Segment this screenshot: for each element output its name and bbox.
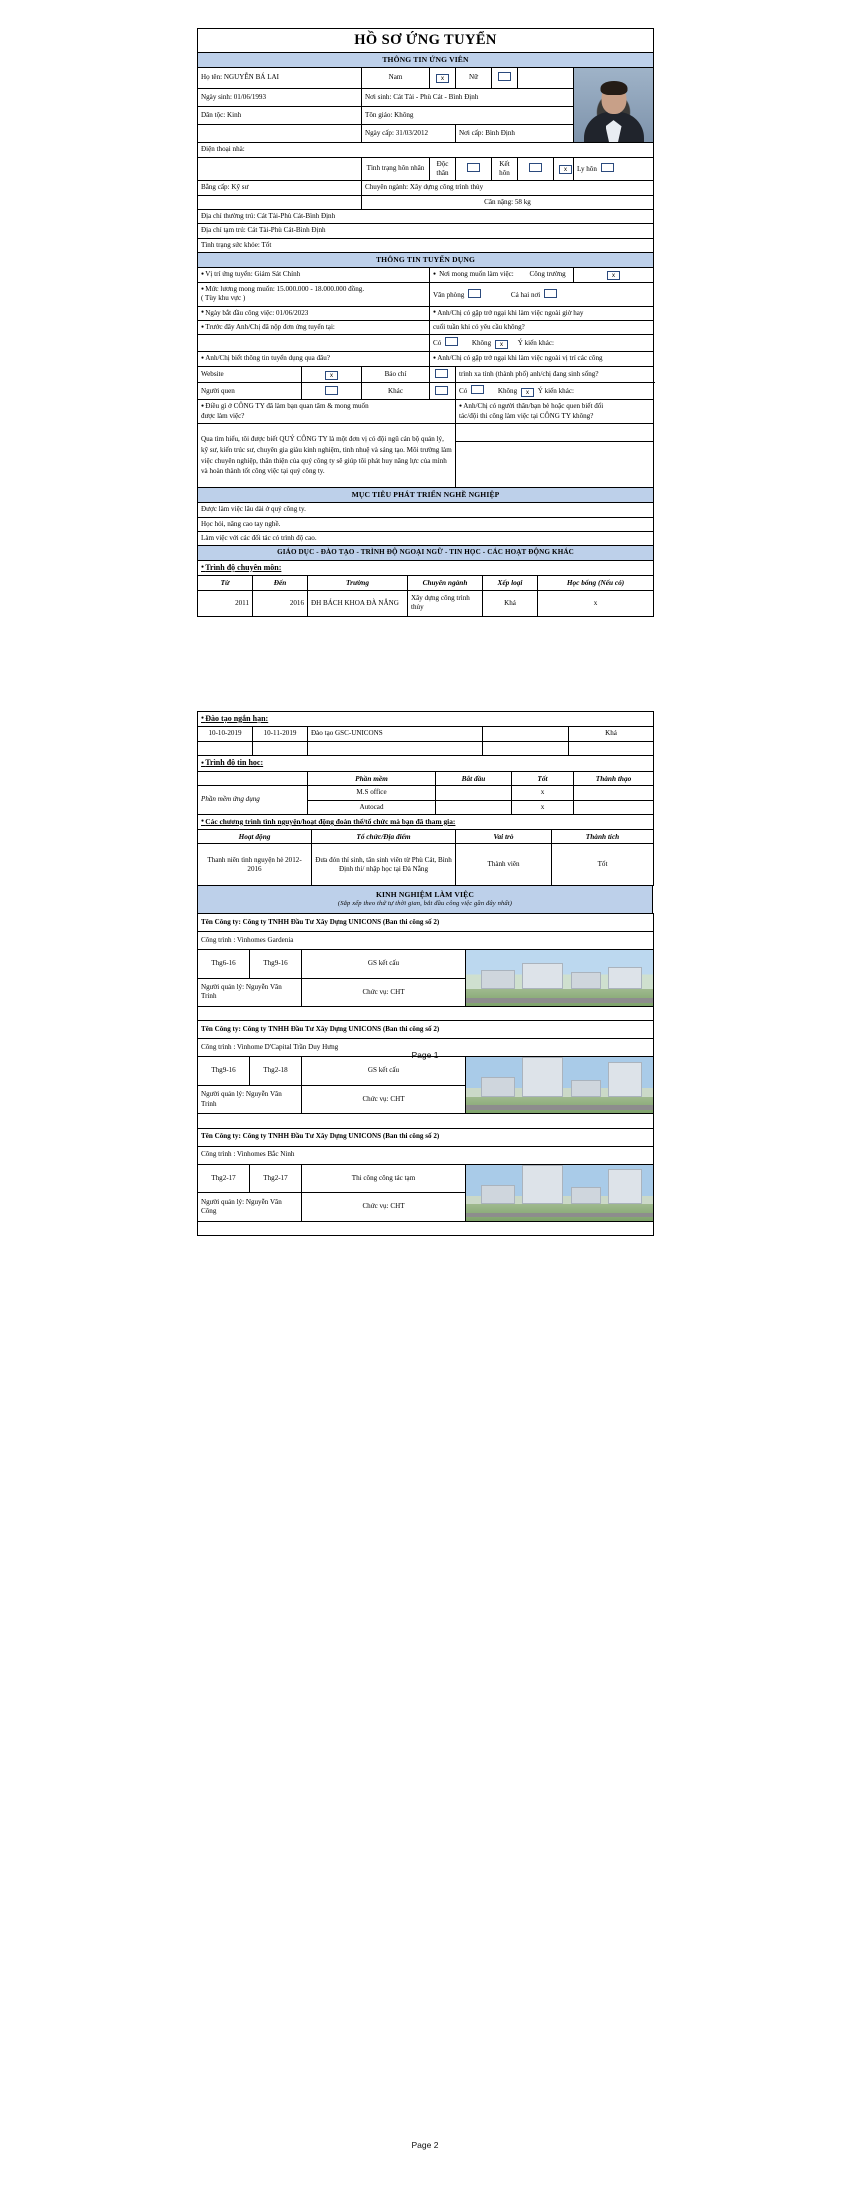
- education-col-school: Trường: [308, 576, 408, 591]
- label-office: Văn phòng: [433, 290, 465, 299]
- page-1-label: Page 1: [411, 1050, 439, 1060]
- checkbox-female[interactable]: [498, 72, 511, 81]
- checkbox-website-cell[interactable]: [302, 366, 362, 382]
- acquaint-answer-blank-1: [456, 424, 654, 442]
- short-training-name: [308, 741, 483, 755]
- field-dob: Ngày sinh: 01/06/1993: [198, 88, 362, 106]
- exp-project: Công trình : Vinhomes Gardenia: [198, 931, 654, 949]
- exp-project-row: [198, 1039, 654, 1057]
- label-overtime-no: Không: [471, 339, 492, 348]
- exp-position: Chức vụ: CHT: [302, 1193, 466, 1221]
- candidate-photo-cell: [574, 68, 654, 143]
- volunteer-cell-role: Thành viên: [456, 844, 552, 886]
- education-col-grade: Xếp loại: [483, 576, 538, 591]
- site-photo-gardenia: [466, 950, 653, 1006]
- it-cell-good: x: [512, 800, 574, 814]
- career-goal-item: Được làm việc lâu dài ở quý công ty.: [198, 503, 654, 517]
- short-training-to: 10-11-2019: [253, 727, 308, 741]
- row-weight: [198, 195, 654, 209]
- volunteer-col-role: Vai trò: [456, 829, 552, 844]
- band-career-goal: MỤC TIÊU PHÁT TRIỂN NGHỀ NGHIỆP: [198, 488, 654, 503]
- checkbox-female-cell[interactable]: [492, 68, 518, 89]
- exp-tail: [198, 1221, 654, 1235]
- exp-company: Tên Công ty: Công ty TNHH Đầu Tư Xây Dựng UNICONS (Ban thi công số 2): [198, 913, 654, 931]
- photo-building: [481, 1077, 515, 1096]
- field-birthplace: Nơi sinh: Cát Tài - Phù Cát - Bình Định: [362, 88, 574, 106]
- exp-project-row: [198, 1146, 654, 1164]
- row-source-2: [198, 383, 654, 400]
- row-goal-3: [198, 531, 654, 545]
- candidate-photo: [574, 68, 653, 142]
- label-both: Cả hai nơi: [510, 290, 541, 299]
- row-goal-2: [198, 517, 654, 531]
- checkbox-overtime-yes[interactable]: [445, 337, 458, 346]
- exp-to: Thg2-17: [250, 1164, 302, 1193]
- field-issue-date: Ngày cấp: 31/03/2012: [362, 125, 456, 143]
- field-applied-before: ● Trước đây Anh/Chị đã nộp đơn ứng tuyển tại:: [198, 321, 430, 335]
- checkbox-male[interactable]: x: [436, 74, 449, 83]
- it-col-good: Tốt: [512, 771, 574, 786]
- checkbox-press-cell[interactable]: [430, 366, 456, 382]
- exp-period-row: [198, 1164, 654, 1193]
- short-training-grade: Khá: [569, 727, 654, 741]
- band-recruitment-row: [198, 253, 654, 268]
- field-height-blank: [198, 195, 362, 209]
- checkbox-divorced-extra[interactable]: [601, 163, 614, 172]
- volunteer-header-row: [198, 829, 654, 844]
- checkbox-press[interactable]: [435, 369, 448, 378]
- title-row: [198, 29, 654, 53]
- it-col-blank: [198, 771, 308, 786]
- field-acquaint-question2: tác/đội thi công làm việc tại CÔNG TY không?: [459, 411, 594, 420]
- field-id-blank: [198, 125, 362, 143]
- volunteer-cell-activity: Thanh niên tình nguyện hè 2012-2016: [198, 844, 312, 886]
- education-cell-to: 2016: [253, 590, 308, 616]
- band-career-row: [198, 488, 654, 503]
- education-col-major: Chuyên ngành: [408, 576, 483, 591]
- exp-position: Chức vụ: CHT: [302, 1085, 466, 1113]
- field-applied-before-answer: [198, 335, 430, 352]
- row-marital: [198, 157, 654, 181]
- short-training-label: ● Đào tạo ngắn hạn:: [198, 711, 654, 727]
- short-training-to: [253, 741, 308, 755]
- spacer-name: [518, 68, 574, 89]
- exp-to: Thg9-16: [250, 949, 302, 978]
- page-title: HỒ SƠ ỨNG TUYỂN: [198, 29, 654, 53]
- checkbox-office[interactable]: [468, 289, 481, 298]
- checkbox-male-cell[interactable]: [430, 68, 456, 89]
- checkbox-other-source[interactable]: [435, 386, 448, 395]
- photo-building: [608, 1062, 642, 1097]
- exp-role-desc: GS kết cấu: [302, 1057, 466, 1086]
- volunteer-table: [197, 814, 654, 886]
- it-cell-start: [436, 800, 512, 814]
- photo-road: [466, 1105, 653, 1109]
- table-row: [198, 727, 654, 741]
- volunteer-col-activity: Hoạt động: [198, 829, 312, 844]
- exp-to: Thg2-18: [250, 1057, 302, 1086]
- field-weight: Cân nặng: 58 kg: [362, 195, 654, 209]
- label-marital: Tình trạng hôn nhân: [362, 157, 430, 181]
- experience-band-table: [197, 885, 653, 914]
- photo-building: [571, 972, 601, 989]
- field-temporary-address: Địa chỉ tạm trú: Cát Tài-Phù Cát-Bình Định: [198, 224, 654, 238]
- education-section-label: ● Trình độ chuyên môn:: [198, 560, 654, 576]
- education-col-scholarship: Học bổng (Nếu có): [538, 576, 654, 591]
- page-2: [197, 711, 653, 1236]
- label-overtime-other: Ý kiến khác:: [517, 339, 554, 348]
- band-recruitment-info: THÔNG TIN TUYỂN DỤNG: [198, 253, 654, 268]
- it-skills-head-row: [198, 756, 654, 772]
- it-group-label: Phần mềm ứng dụng: [198, 786, 308, 815]
- checkbox-site-cell[interactable]: [574, 268, 654, 283]
- experience-entry-3: [197, 1128, 654, 1236]
- field-home-phone: Điện thoại nhà:: [198, 143, 654, 157]
- checkbox-both[interactable]: [544, 289, 557, 298]
- field-issue-place: Nơi cấp: Bình Định: [456, 125, 574, 143]
- travel-answer-cell: [456, 383, 654, 400]
- row-health: [198, 238, 654, 252]
- row-degree: [198, 181, 654, 195]
- exp-company-row: [198, 913, 654, 931]
- exp-from: Thg6-16: [198, 949, 250, 978]
- row-temp-address: [198, 224, 654, 238]
- field-source-question: ● Anh/Chị biết thông tin tuyển dụng qua đâu?: [198, 352, 430, 366]
- it-cell-start: [436, 786, 512, 800]
- exp-spacer-row: [198, 1006, 654, 1020]
- exp-photo-cell: [466, 1057, 654, 1114]
- education-table: [197, 575, 654, 617]
- page1-table: [197, 28, 654, 576]
- field-position: ● Vị trí ứng tuyển: Giám Sát Chính: [198, 268, 430, 283]
- row-home-phone: [198, 143, 654, 157]
- exp-company-row: [198, 1128, 654, 1146]
- row-overtime-answer: [198, 335, 654, 352]
- it-cell-software: M.S office: [308, 786, 436, 800]
- site-photo-bacninh: [466, 1165, 653, 1221]
- field-salary: ● Mức lương mong muốn: 15.000.000 - 18.000.000 đồng.: [201, 285, 426, 294]
- short-training-extra: [483, 741, 569, 755]
- education-cell-school: ĐH BÁCH KHOA ĐÀ NẴNG: [308, 590, 408, 616]
- short-training-grade: [569, 741, 654, 755]
- exp-period-row: [198, 949, 654, 978]
- exp-manager: Người quản lý: Nguyễn Văn Trinh: [198, 978, 302, 1006]
- exp-period-row: [198, 1057, 654, 1086]
- education-col-from: Từ: [198, 576, 253, 591]
- photo-building: [571, 1187, 601, 1204]
- field-major: Chuyên ngành: Xây dựng công trình thủy: [362, 181, 654, 195]
- band-candidate-info: THÔNG TIN ỨNG VIÊN: [198, 53, 654, 68]
- exp-company: Tên Công ty: Công ty TNHH Đầu Tư Xây Dựng UNICONS (Ban thi công số 2): [198, 1128, 654, 1146]
- volunteer-head-row: [198, 814, 654, 829]
- it-skills-header-row: [198, 771, 654, 786]
- it-col-expert: Thành thạo: [574, 771, 654, 786]
- label-website: Website: [198, 366, 302, 382]
- career-goal-item: Làm việc với các đối tác có trình độ cao.: [198, 531, 654, 545]
- it-cell-expert: [574, 786, 654, 800]
- photo-building: [522, 963, 563, 989]
- field-degree: Bằng cấp: Kỹ sư: [198, 181, 362, 195]
- exp-tail-row: [198, 1221, 654, 1235]
- field-ethnicity: Dân tộc: Kinh: [198, 106, 362, 124]
- field-travel-question: ● Anh/Chị có gặp trở ngại khi làm việc ngoài vị trí các công: [430, 352, 654, 366]
- why-question-cell: [198, 400, 456, 424]
- acquaint-answer-blank-2: [456, 442, 654, 488]
- exp-role-desc: Thi công công tác tạm: [302, 1164, 466, 1193]
- checkbox-married[interactable]: [529, 163, 542, 172]
- education-col-to: Đến: [253, 576, 308, 591]
- row-applied-before: [198, 321, 654, 335]
- field-workplace-label: [430, 268, 574, 283]
- band-experience: [198, 886, 653, 914]
- exp-project: Công trình : Vinhome D'Capital Trần Duy Hưng: [198, 1039, 654, 1057]
- checkbox-single[interactable]: [467, 163, 480, 172]
- photo-building: [608, 967, 642, 989]
- band-experience-row: [198, 886, 653, 914]
- exp-from: Thg9-16: [198, 1057, 250, 1086]
- field-start-date: ● Ngày bắt đầu công việc: 01/06/2023: [198, 306, 430, 320]
- education-cell-scholarship: x: [538, 590, 654, 616]
- label-travel-no: Không: [497, 387, 518, 396]
- exp-manager: Người quản lý: Nguyễn Văn Trinh: [198, 1085, 302, 1113]
- exp-from: Thg2-17: [198, 1164, 250, 1193]
- photo-building: [608, 1169, 642, 1204]
- field-overtime-question2: cuối tuần khi có yêu cầu không?: [430, 321, 654, 335]
- exp-manager: Người quản lý: Nguyễn Văn Công: [198, 1193, 302, 1221]
- short-training-table: [197, 711, 654, 756]
- row-salary: [198, 283, 654, 307]
- band-education: GIÁO DỤC - ĐÀO TẠO - TRÌNH ĐỘ NGOẠI NGỮ - TIN HỌC - CÁC HOẠT ĐỘNG KHÁC: [198, 546, 654, 560]
- exp-photo-cell: [466, 949, 654, 1006]
- row-permanent-address: [198, 209, 654, 223]
- row-why-question: [198, 400, 654, 424]
- page-2-label: Page 2: [411, 2140, 439, 2150]
- photo-hair: [600, 81, 627, 95]
- row-startdate: [198, 306, 654, 320]
- band-education-row: [198, 546, 654, 560]
- exp-project: Công trình : Vinhomes Bắc Ninh: [198, 1146, 654, 1164]
- label-friend: Người quen: [198, 383, 302, 400]
- band-experience-subtitle: (Sắp xếp theo thứ tự thời gian, bắt đầu công việc gần đây nhất): [337, 900, 513, 908]
- label-travel-yes: Có: [459, 387, 468, 396]
- band-candidate-row: [198, 53, 654, 68]
- checkbox-travel-yes[interactable]: [471, 385, 484, 394]
- checkbox-single-cell[interactable]: [456, 157, 492, 181]
- volunteer-cell-achievement: Tốt: [552, 844, 654, 886]
- label-press: Báo chí: [362, 366, 430, 382]
- it-cell-good: x: [512, 786, 574, 800]
- experience-entry-1: [197, 913, 654, 1021]
- label-overtime-yes: Có: [433, 339, 442, 348]
- photo-building: [522, 1165, 563, 1204]
- exp-role-desc: GS kết cấu: [302, 949, 466, 978]
- table-row: [198, 844, 654, 886]
- education-cell-grade: Khá: [483, 590, 538, 616]
- photo-building: [481, 1185, 515, 1204]
- field-why-answer: Qua tìm hiểu, tôi được biết QUÝ CÔNG TY là một đơn vị có đội ngũ cán bộ quản lý, kỹ sư, kiến trúc sư, chuyên gia giàu kinh nghiệm, tinh nhuệ và sáng tạo. Môi trường làm việc chuyên nghiệp, thân thiện của quý công ty sẽ giúp tôi phát huy năng lực của mình và hoàn thành tốt công việc tại quý công ty.: [198, 424, 456, 488]
- row-edu-subhead: [198, 560, 654, 576]
- table-row: [198, 590, 654, 616]
- row-source-1: [198, 366, 654, 382]
- short-training-from: 10-10-2019: [198, 727, 253, 741]
- label-divorced-text: Ly hôn: [577, 165, 597, 174]
- label-divorced: [574, 157, 654, 181]
- it-skills-table: [197, 755, 654, 815]
- row-position: [198, 268, 654, 283]
- workplace-site-text: Công trường: [529, 270, 566, 279]
- field-salary-note: ( Tùy khu vực ): [201, 294, 246, 303]
- exp-spacer-row: [198, 1114, 654, 1128]
- row-goal-1: [198, 503, 654, 517]
- checkbox-travel-no[interactable]: x: [521, 388, 534, 397]
- row-name: [198, 68, 654, 89]
- volunteer-col-achievement: Thành tích: [552, 829, 654, 844]
- field-overtime-question: ● Anh/Chị có gặp trở ngại khi làm việc ngoài giờ hay: [430, 306, 654, 320]
- checkbox-divorced[interactable]: x: [559, 165, 572, 174]
- field-salary-cell: [198, 283, 430, 307]
- volunteer-label: ● Các chương trình tình nguyện/hoạt động đoàn thể/tổ chức mà bạn đã tham gia:: [198, 814, 654, 829]
- checkbox-friend-cell[interactable]: [302, 383, 362, 400]
- field-acquaint-question: ● Anh/Chị có người thân/bạn bè hoặc quen biết đối: [459, 402, 650, 411]
- field-travel-question2: trình xa tỉnh (thành phố) anh/chị đang sinh sống?: [456, 366, 654, 382]
- label-male: Nam: [362, 68, 430, 89]
- photo-road: [466, 1213, 653, 1217]
- exp-company-row: [198, 1021, 654, 1039]
- field-why-question: ● Điều gì ở CÔNG TY đã làm bạn quan tâm & mong muốn: [201, 402, 452, 411]
- field-health: Tình trạng sức khỏe: Tốt: [198, 238, 654, 252]
- checkbox-workplace-site[interactable]: x: [607, 271, 620, 280]
- education-cell-major: Xây dựng công trình thủy: [408, 590, 483, 616]
- label-single: Độc thân: [430, 157, 456, 181]
- checkbox-divorced-cell[interactable]: [554, 157, 574, 181]
- it-col-software: Phần mềm: [308, 771, 436, 786]
- volunteer-cell-org: Đưa đón thí sinh, tân sinh viên từ Phù Cát, Bình Định thi/ nhập học tại Đà Nẵng: [312, 844, 456, 886]
- photo-road: [466, 998, 653, 1002]
- label-married: Kết hôn: [492, 157, 518, 181]
- page-1: [197, 0, 653, 617]
- exp-project-row: [198, 931, 654, 949]
- career-goal-item: Học hỏi, nâng cao tay nghề.: [198, 517, 654, 531]
- photo-building: [522, 1057, 563, 1096]
- volunteer-col-org: Tổ chức/Địa điểm: [312, 829, 456, 844]
- short-training-extra: [483, 727, 569, 741]
- row-source-question: [198, 352, 654, 366]
- field-permanent-address: Địa chỉ thường trú: Cát Tài-Phù Cát-Bình Định: [198, 209, 654, 223]
- field-fullname: Họ tên: NGUYỄN BÁ LAI: [198, 68, 362, 89]
- row-why-answer: [198, 424, 654, 442]
- checkbox-other-source-cell[interactable]: [430, 383, 456, 400]
- label-female: Nữ: [456, 68, 492, 89]
- experience-entry-2: [197, 1020, 654, 1128]
- exp-photo-cell: [466, 1164, 654, 1221]
- education-header-row: [198, 576, 654, 591]
- education-cell-from: 2011: [198, 590, 253, 616]
- site-photo-dcapital: [466, 1057, 653, 1113]
- short-training-name: Đào tạo GSC-UNICONS: [308, 727, 483, 741]
- it-cell-expert: [574, 800, 654, 814]
- label-travel-other: Ý kiến khác:: [537, 387, 574, 396]
- table-row: [198, 741, 654, 755]
- band-experience-title: KINH NGHIỆM LÀM VIỆC: [376, 890, 474, 900]
- table-row: [198, 786, 654, 800]
- workplace-label-text: Nơi mong muốn làm việc:: [439, 270, 514, 279]
- row-office-both: [430, 283, 654, 307]
- acquaint-question-cell: [456, 400, 654, 424]
- label-other-source: Khác: [362, 383, 430, 400]
- photo-building: [481, 970, 515, 989]
- exp-position: Chức vụ: CHT: [302, 978, 466, 1006]
- overtime-answer-cell: [430, 335, 654, 352]
- it-col-start: Bắt đầu: [436, 771, 512, 786]
- checkbox-overtime-no[interactable]: x: [495, 340, 508, 349]
- short-training-from: [198, 741, 253, 755]
- photo-building: [571, 1080, 601, 1097]
- exp-spacer: [198, 1006, 654, 1020]
- exp-company: Tên Công ty: Công ty TNHH Đầu Tư Xây Dựng UNICONS (Ban thi công số 2): [198, 1021, 654, 1039]
- checkbox-married-cell[interactable]: [518, 157, 554, 181]
- exp-spacer: [198, 1114, 654, 1128]
- field-mobile-blank: [198, 157, 362, 181]
- short-training-head-row: [198, 711, 654, 727]
- it-cell-software: Autocad: [308, 800, 436, 814]
- checkbox-friend[interactable]: [325, 386, 338, 395]
- field-religion: Tôn giáo: Không: [362, 106, 574, 124]
- field-why-question2: được làm việc?: [201, 411, 245, 420]
- checkbox-website[interactable]: x: [325, 371, 338, 380]
- it-skills-label: ● Trình độ tin học:: [198, 756, 654, 772]
